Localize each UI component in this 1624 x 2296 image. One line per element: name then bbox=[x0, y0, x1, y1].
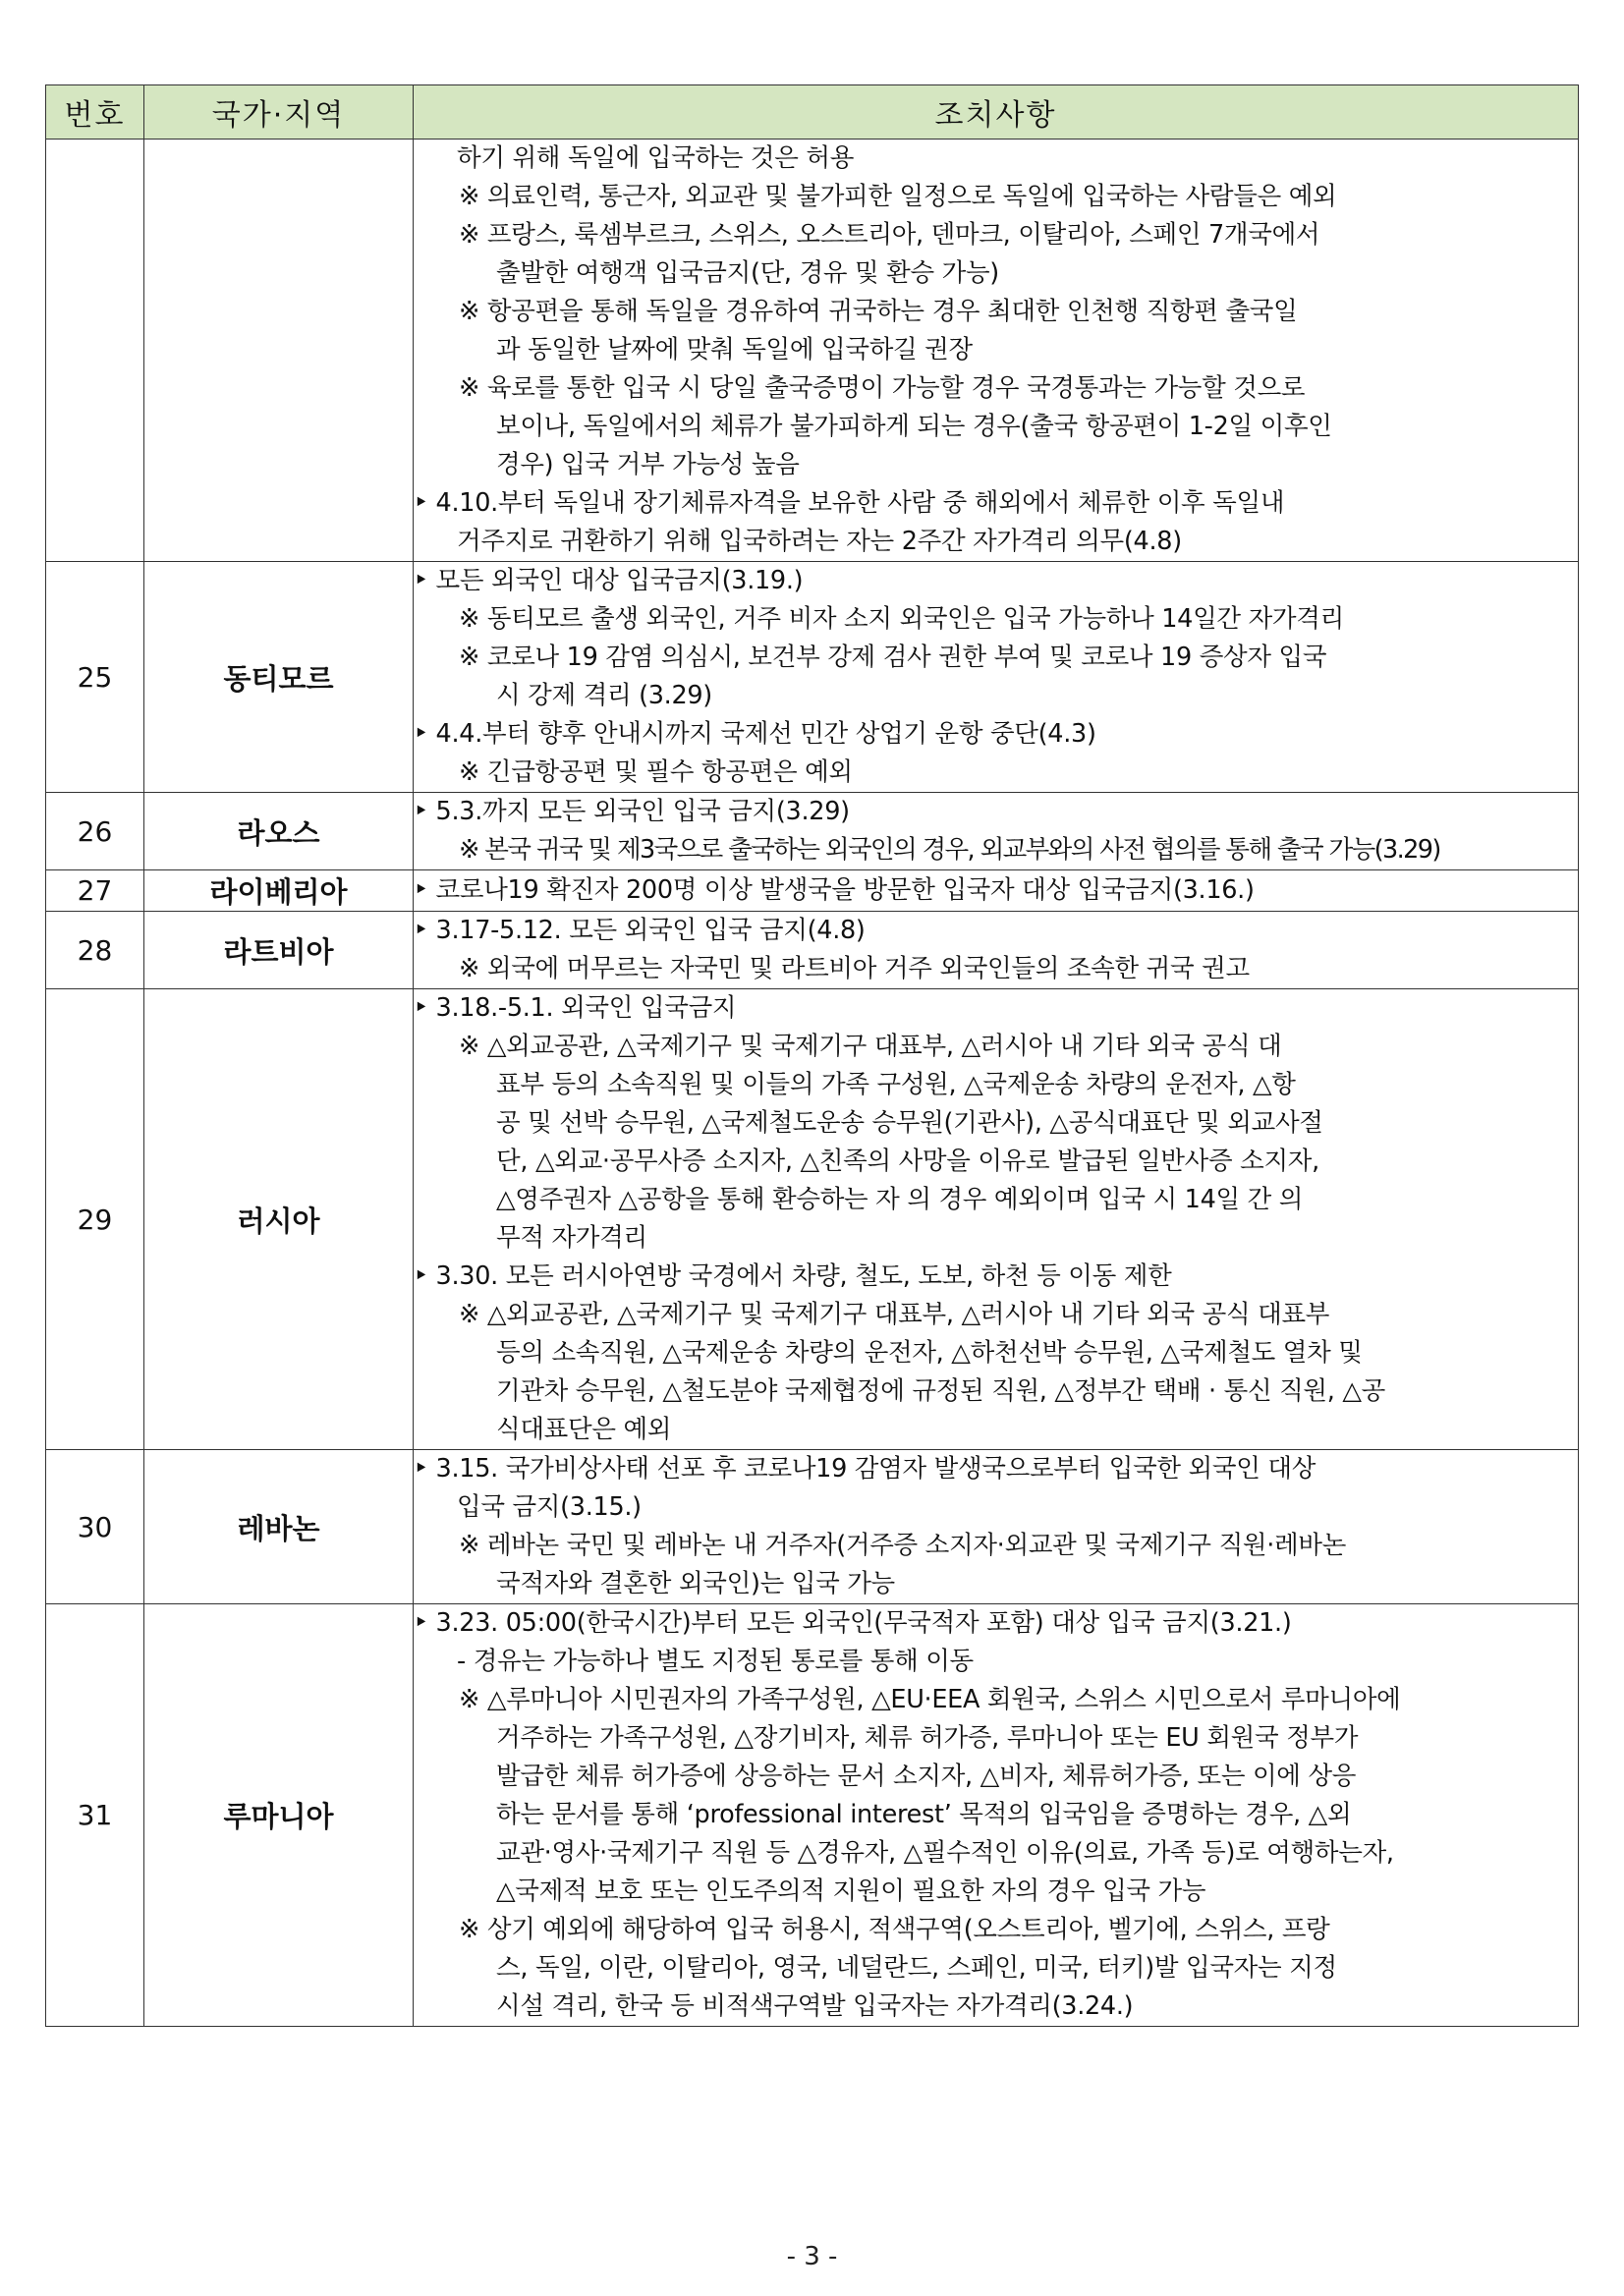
measures-cell bbox=[414, 562, 1579, 793]
measure-text: ※ 레바논 국민 및 레바논 내 거주자(거주증 소지자·외교관 및 국제기구 직원·레바논 bbox=[459, 1531, 1347, 1560]
measure-text: ※ △외교공관, △국제기구 및 국제기구 대표부, △러시아 내 기타 외국 공식 대표부 bbox=[459, 1300, 1330, 1329]
measure-text: 하기 위해 독일에 입국하는 것은 허용 bbox=[457, 143, 855, 173]
country-name: 라트비아 bbox=[144, 912, 414, 989]
country-name bbox=[144, 140, 414, 562]
measure-text: ※ △외교공관, △국제기구 및 국제기구 대표부, △러시아 내 기타 외국 공식 대 bbox=[459, 1032, 1282, 1061]
country-name: 라오스 bbox=[144, 793, 414, 870]
measure-text: 하는 문서를 통해 ‘professional interest’ 목적의 입국임을 증명하는 경우, △외 bbox=[496, 1800, 1352, 1829]
measure-text: ※ 동티모르 출생 외국인, 거주 비자 소지 외국인은 입국 가능하나 14일간 자가격리 bbox=[459, 604, 1344, 634]
header-country: 국가·지역 bbox=[144, 85, 414, 140]
measure-text: 출발한 여행객 입국금지(단, 경유 및 환승 가능) bbox=[496, 258, 999, 288]
row-number: 31 bbox=[46, 1604, 144, 2027]
measure-text: 단, △외교·공무사증 소지자, △친족의 사망을 이유로 발급된 일반사증 소지자, bbox=[496, 1147, 1319, 1176]
measure-item: ‣ 3.17-5.12. 모든 외국인 입국 금지(4.8) bbox=[414, 916, 866, 945]
measure-text: 시설 격리, 한국 등 비적색구역발 입국자는 자가격리(3.24.) bbox=[496, 1991, 1134, 2021]
measures-cell bbox=[414, 870, 1579, 912]
measures-table bbox=[45, 84, 1579, 2027]
measure-item: ‣ 3.30. 모든 러시아연방 국경에서 차량, 철도, 도보, 하천 등 이동 제한 bbox=[414, 1261, 1172, 1291]
table-row bbox=[46, 870, 1579, 912]
measure-text: 기관차 승무원, △철도분야 국제협정에 규정된 직원, △정부간 택배 · 통신 직원, △공 bbox=[496, 1376, 1386, 1406]
measure-item: ‣ 4.10.부터 독일내 장기체류자격을 보유한 사람 중 해외에서 체류한 이후 독일내 bbox=[414, 488, 1285, 518]
measure-text: 무적 자가격리 bbox=[496, 1223, 647, 1253]
measure-item: ‣ 3.23. 05:00(한국시간)부터 모든 외국인(무국적자 포함) 대상 입국 금지(3.21.) bbox=[414, 1608, 1292, 1638]
measure-text: 국적자와 결혼한 외국인)는 입국 가능 bbox=[496, 1569, 895, 1598]
measure-item: ‣ 4.4.부터 향후 안내시까지 국제선 민간 상업기 운항 중단(4.3) bbox=[414, 719, 1096, 749]
measure-text: 스, 독일, 이란, 이탈리아, 영국, 네덜란드, 스페인, 미국, 터키)발 입국자는 지정 bbox=[496, 1953, 1337, 1983]
country-name: 루마니아 bbox=[144, 1604, 414, 2027]
measure-text: 과 동일한 날짜에 맞춰 독일에 입국하길 권장 bbox=[496, 335, 973, 364]
table-row bbox=[46, 1604, 1579, 2027]
table-row bbox=[46, 140, 1579, 562]
row-number: 25 bbox=[46, 562, 144, 793]
row-number: 27 bbox=[46, 870, 144, 912]
measure-text: 보이나, 독일에서의 체류가 불가피하게 되는 경우(출국 항공편이 1-2일 이후인 bbox=[496, 412, 1332, 441]
header-measures: 조치사항 bbox=[414, 85, 1579, 140]
measures-cell bbox=[414, 1604, 1579, 2027]
measure-text: ※ 코로나 19 감염 의심시, 보건부 강제 검사 권한 부여 및 코로나 19 증상자 입국 bbox=[459, 643, 1327, 672]
measure-text: 발급한 체류 허가증에 상응하는 문서 소지자, △비자, 체류허가증, 또는 이에 상응 bbox=[496, 1762, 1357, 1791]
table-row bbox=[46, 562, 1579, 793]
row-number: 28 bbox=[46, 912, 144, 989]
measure-text: 교관·영사·국제기구 직원 등 △경유자, △필수적인 이유(의료, 가족 등)로 여행하는자, bbox=[496, 1838, 1394, 1868]
measure-text: ※ △루마니아 시민권자의 가족구성원, △EU·EEA 회원국, 스위스 시민으로서 루마니아에 bbox=[459, 1685, 1401, 1714]
measure-item: ‣ 모든 외국인 대상 입국금지(3.19.) bbox=[414, 566, 804, 595]
table-row bbox=[46, 793, 1579, 870]
measures-cell bbox=[414, 912, 1579, 989]
measure-text: 식대표단은 예외 bbox=[496, 1415, 672, 1444]
row-number: 26 bbox=[46, 793, 144, 870]
row-number: 30 bbox=[46, 1450, 144, 1604]
country-name: 동티모르 bbox=[144, 562, 414, 793]
measure-text: ※ 프랑스, 룩셈부르크, 스위스, 오스트리아, 덴마크, 이탈리아, 스페인 7개국에서 bbox=[459, 220, 1320, 250]
measure-text: ※ 긴급항공편 및 필수 항공편은 예외 bbox=[459, 757, 853, 787]
measure-item: ‣ 코로나19 확진자 200명 이상 발생국을 방문한 입국자 대상 입국금지(3.16.) bbox=[414, 875, 1255, 905]
header-no: 번호 bbox=[46, 85, 144, 140]
measure-item: ‣ 3.18.-5.1. 외국인 입국금지 bbox=[414, 993, 737, 1023]
measure-text: 입국 금지(3.15.) bbox=[457, 1492, 642, 1522]
measure-text: ※ 항공편을 통해 독일을 경유하여 귀국하는 경우 최대한 인천행 직항편 출국일 bbox=[459, 297, 1298, 326]
measure-text: ※ 상기 예외에 해당하여 입국 허용시, 적색구역(오스트리아, 벨기에, 스위스, 프랑 bbox=[459, 1915, 1330, 1944]
measure-item: ‣ 3.15. 국가비상사태 선포 후 코로나19 감염자 발생국으로부터 입국한 외국인 대상 bbox=[414, 1454, 1316, 1484]
measure-text: 시 강제 격리 (3.29) bbox=[496, 681, 712, 710]
measure-text: 거주하는 가족구성원, △장기비자, 체류 허가증, 루마니아 또는 EU 회원국 정부가 bbox=[496, 1723, 1359, 1753]
measures-cell bbox=[414, 989, 1579, 1450]
country-name: 러시아 bbox=[144, 989, 414, 1450]
measure-text: 등의 소속직원, △국제운송 차량의 운전자, △하천선박 승무원, △국제철도 열차 및 bbox=[496, 1338, 1363, 1368]
measure-text: ※ 본국 귀국 및 제3국으로 출국하는 외국인의 경우, 외교부와의 사전 협의를 통해 출국 가능(3.29) bbox=[459, 835, 1440, 865]
measure-text: ※ 의료인력, 통근자, 외교관 및 불가피한 일정으로 독일에 입국하는 사람들은 예외 bbox=[459, 182, 1337, 211]
row-number bbox=[46, 140, 144, 562]
country-name: 라이베리아 bbox=[144, 870, 414, 912]
measure-item: ‣ 5.3.까지 모든 외국인 입국 금지(3.29) bbox=[414, 797, 850, 826]
measures-cell bbox=[414, 1450, 1579, 1604]
table-row bbox=[46, 912, 1579, 989]
table-header-row bbox=[46, 85, 1579, 140]
page-number: - 3 - bbox=[786, 2242, 838, 2271]
measures-cell bbox=[414, 140, 1579, 562]
measures-cell bbox=[414, 793, 1579, 870]
measure-text: 경우) 입국 거부 가능성 높음 bbox=[496, 450, 800, 479]
country-name: 레바논 bbox=[144, 1450, 414, 1604]
measure-text: ※ 육로를 통한 입국 시 당일 출국증명이 가능할 경우 국경통과는 가능할 것으로 bbox=[459, 373, 1306, 403]
table-row bbox=[46, 989, 1579, 1450]
measure-text: 거주지로 귀환하기 위해 입국하려는 자는 2주간 자가격리 의무(4.8) bbox=[457, 527, 1182, 556]
measure-text: 표부 등의 소속직원 및 이들의 가족 구성원, △국제운송 차량의 운전자, △항 bbox=[496, 1070, 1296, 1099]
measure-text: ※ 외국에 머무르는 자국민 및 라트비아 거주 외국인들의 조속한 귀국 권고 bbox=[459, 954, 1250, 983]
measure-text: - 경유는 가능하나 별도 지정된 통로를 통해 이동 bbox=[457, 1647, 974, 1676]
measure-text: 공 및 선박 승무원, △국제철도운송 승무원(기관사), △공식대표단 및 외교사절 bbox=[496, 1108, 1323, 1138]
measure-text: △국제적 보호 또는 인도주의적 지원이 필요한 자의 경우 입국 가능 bbox=[496, 1876, 1206, 1906]
table-row bbox=[46, 1450, 1579, 1604]
measure-text: △영주권자 △공항을 통해 환승하는 자 의 경우 예외이며 입국 시 14일 간 의 bbox=[496, 1185, 1304, 1214]
row-number: 29 bbox=[46, 989, 144, 1450]
